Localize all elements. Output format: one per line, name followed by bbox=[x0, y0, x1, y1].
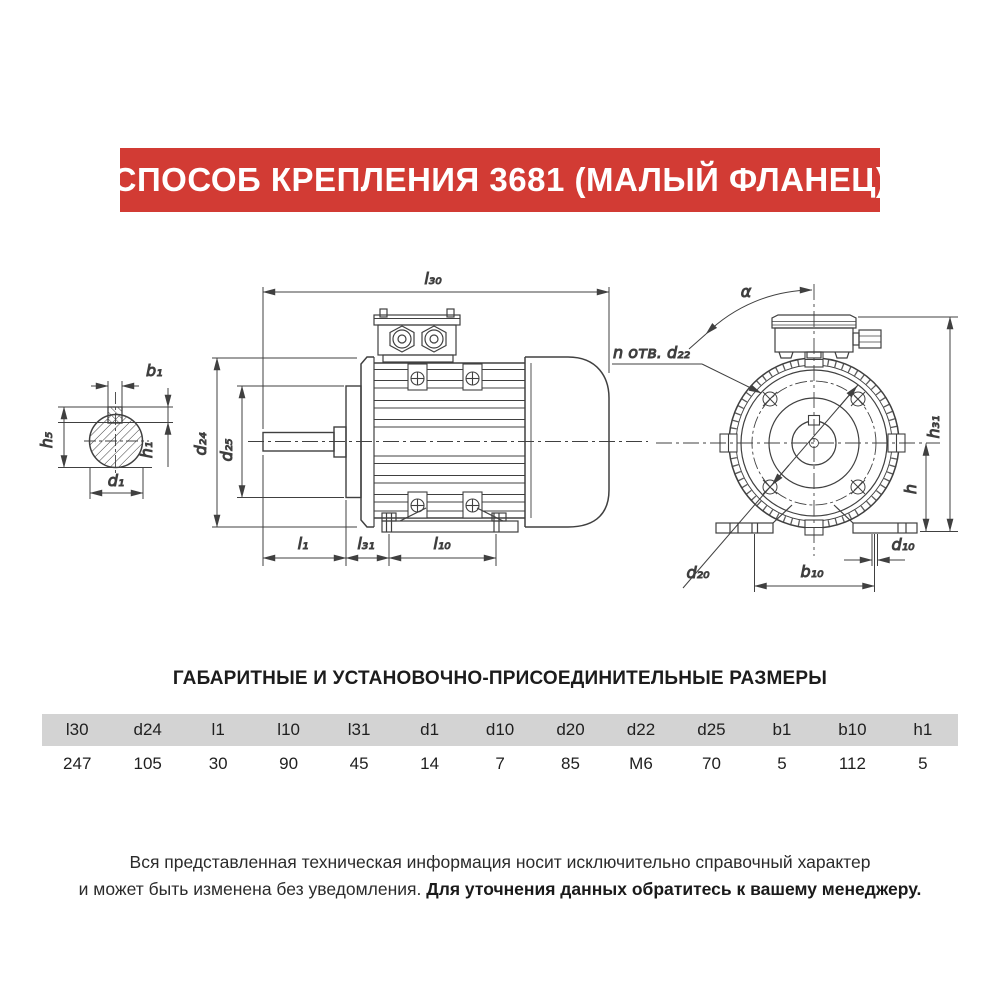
dim-label-b10: b₁₀ bbox=[800, 562, 824, 581]
motor-technical-drawing bbox=[0, 230, 1000, 650]
dim-value: 70 bbox=[701, 754, 721, 773]
dim-label-l1: l₁ bbox=[297, 534, 309, 553]
page-title: СПОСОБ КРЕПЛЕНИЯ 3681 (МАЛЫЙ ФЛАНЕЦ) bbox=[112, 161, 888, 198]
col-header: d22 bbox=[626, 720, 656, 739]
col-header: l10 bbox=[277, 720, 300, 739]
dim-label-l31: l₃₁ bbox=[357, 534, 375, 553]
dim-value: 30 bbox=[208, 754, 228, 773]
dim-label-d10: d₁₀ bbox=[891, 535, 915, 554]
table-value-row bbox=[42, 746, 958, 782]
col-header: d24 bbox=[133, 720, 162, 739]
col-header: l31 bbox=[347, 720, 371, 739]
mounting-feet-side bbox=[382, 508, 518, 532]
keyway bbox=[108, 407, 122, 423]
dim-label-b1: b₁ bbox=[146, 361, 163, 380]
rear-housing bbox=[525, 357, 609, 527]
dim-label-n-d22: n отв. d₂₂ bbox=[613, 343, 690, 362]
col-header: d25 bbox=[697, 720, 726, 739]
dim-label-alpha: α bbox=[740, 282, 752, 301]
cable-gland-right bbox=[422, 326, 446, 352]
motor-side-view bbox=[191, 269, 648, 566]
cooling-ribs bbox=[374, 370, 525, 512]
dim-value: 105 bbox=[133, 754, 162, 773]
col-header: h1 bbox=[913, 720, 933, 739]
dim-value: 45 bbox=[349, 754, 369, 773]
dim-label-d25: d₂₅ bbox=[217, 438, 236, 462]
col-header: d1 bbox=[420, 720, 440, 739]
motor-front-view bbox=[612, 282, 958, 592]
dim-value: 90 bbox=[279, 754, 299, 773]
disclaimer-line2-bold: Для уточнения данных обратитесь к вашему менеджеру. bbox=[426, 879, 922, 899]
dim-label-h31: h₃₁ bbox=[924, 415, 943, 439]
dim-value: M6 bbox=[629, 754, 653, 773]
disclaimer bbox=[0, 849, 1000, 903]
dim-label-d24: d₂₄ bbox=[191, 432, 210, 456]
col-header: b10 bbox=[838, 720, 867, 739]
col-header: b1 bbox=[772, 720, 792, 739]
dim-value: 7 bbox=[495, 754, 505, 773]
dim-label-d20: d₂₀ bbox=[686, 563, 710, 582]
dim-value: 112 bbox=[838, 754, 866, 773]
title-banner bbox=[112, 148, 888, 212]
dim-label-h5: h₅ bbox=[37, 431, 56, 449]
motor-body bbox=[374, 357, 525, 527]
cable-gland-front bbox=[853, 330, 881, 348]
terminal-box-side bbox=[374, 309, 460, 362]
disclaimer-line2 bbox=[0, 876, 1000, 903]
dim-value: 247 bbox=[63, 754, 92, 773]
cable-gland-left bbox=[390, 326, 414, 352]
dim-label-h1: h₁ bbox=[137, 441, 156, 459]
dim-label-h: h bbox=[901, 483, 920, 495]
dim-label-l30: l₃₀ bbox=[424, 269, 442, 288]
dim-value: 85 bbox=[561, 754, 580, 773]
shaft-section-view bbox=[37, 361, 173, 499]
col-header: d10 bbox=[485, 720, 515, 739]
dim-label-l10: l₁₀ bbox=[433, 534, 451, 553]
dimensions-table bbox=[42, 714, 958, 782]
dim-value: 5 bbox=[918, 754, 928, 773]
bottom-lugs bbox=[408, 492, 482, 518]
flange bbox=[361, 357, 374, 527]
top-lugs bbox=[408, 364, 482, 390]
disclaimer-line1: Вся представленная техническая информация носит исключительно справочный характер bbox=[129, 852, 871, 872]
col-header: l30 bbox=[65, 720, 89, 739]
disclaimer-line2-normal: и может быть изменена без уведомления. bbox=[78, 879, 427, 899]
col-header: d20 bbox=[556, 720, 585, 739]
clamp-tabs bbox=[720, 352, 905, 535]
table-title: ГАБАРИТНЫЕ И УСТАНОВОЧНО-ПРИСОЕДИНИТЕЛЬНЫЕ РАЗМЕРЫ bbox=[172, 668, 828, 689]
terminal-box-front bbox=[772, 315, 881, 358]
dim-value: 14 bbox=[420, 754, 440, 773]
dim-value: 5 bbox=[777, 754, 787, 773]
col-header: l1 bbox=[211, 720, 225, 739]
dim-label-d1: d₁ bbox=[107, 471, 125, 490]
table-header-row bbox=[42, 714, 958, 746]
